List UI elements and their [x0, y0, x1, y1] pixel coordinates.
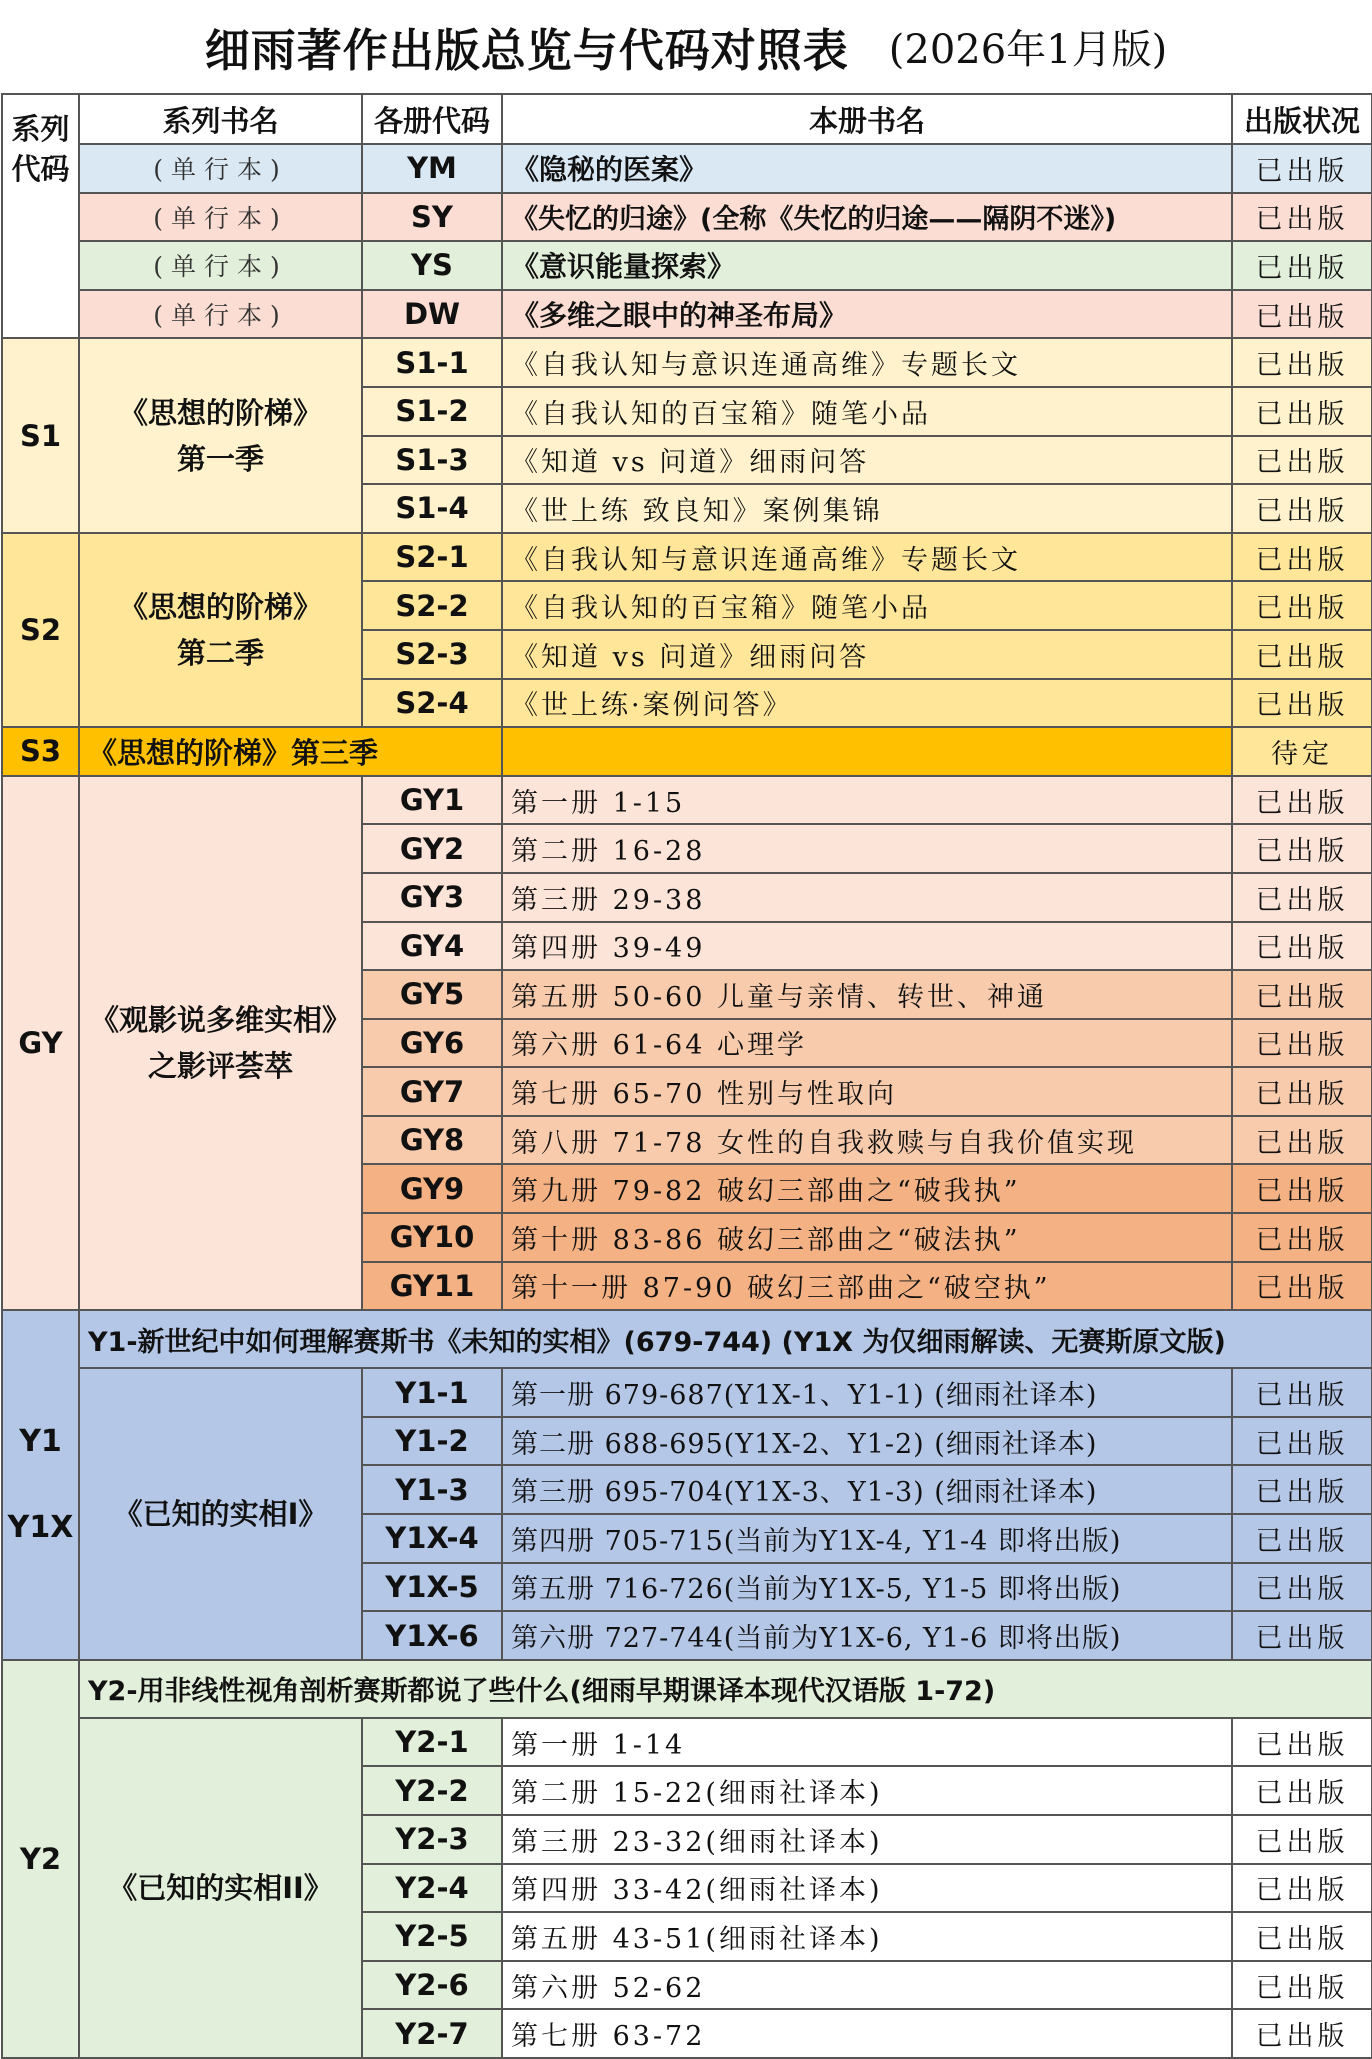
table-row	[2, 1310, 1372, 1368]
volume-name: 《意识能量探索》	[502, 241, 1232, 290]
series-code-spacer	[3, 1465, 78, 1505]
table-row	[2, 1368, 1372, 1417]
series-name-y2: 《已知的实相II》	[79, 1718, 362, 2058]
volume-code: Y2-5	[362, 1912, 502, 1961]
volume-code: GY11	[362, 1262, 502, 1311]
volume-code: YM	[362, 144, 502, 193]
volume-name: 《知道 vs 问道》细雨问答	[502, 630, 1232, 679]
header-series-code: 系列代码	[2, 94, 79, 338]
series-name-line2: 之影评荟萃	[147, 1048, 293, 1083]
status-cell: 已出版	[1232, 1864, 1372, 1913]
volume-code: GY4	[362, 922, 502, 971]
volume-code: GY1	[362, 776, 502, 825]
volume-name: 第二册 688-695(Y1X-2、Y1-2) (细雨社译本)	[502, 1417, 1232, 1466]
volume-code: Y2-6	[362, 1961, 502, 2010]
volume-code: GY3	[362, 873, 502, 922]
series-name-line1: 《观影说多维实相》	[89, 1002, 351, 1037]
status-cell: 已出版	[1232, 387, 1372, 436]
series-code-s1: S1	[2, 338, 79, 532]
status-cell: 已出版	[1232, 1563, 1372, 1612]
volume-name: 第六册 61-64 心理学	[502, 1019, 1232, 1068]
volume-name: 第二册 16-28	[502, 824, 1232, 873]
volume-code: Y2-2	[362, 1766, 502, 1815]
status-cell: 已出版	[1232, 1019, 1372, 1068]
single-series-label: (单行本)	[79, 290, 362, 339]
status-cell: 已出版	[1232, 922, 1372, 971]
series-name-gy	[79, 776, 362, 1311]
volume-code: S2-4	[362, 679, 502, 728]
header-status: 出版状况	[1232, 94, 1372, 144]
volume-name: 第九册 79-82 破幻三部曲之“破我执”	[502, 1164, 1232, 1213]
status-cell: 待定	[1232, 727, 1372, 776]
status-cell: 已出版	[1232, 1417, 1372, 1466]
volume-code: S1-2	[362, 387, 502, 436]
series-name-line2: 第一季	[176, 441, 264, 476]
status-cell: 已出版	[1232, 2009, 1372, 2058]
volume-code: S2-1	[362, 533, 502, 582]
series-name-line2: 第二季	[176, 635, 264, 670]
series-code-s2: S2	[2, 533, 79, 727]
volume-code: Y1-2	[362, 1417, 502, 1466]
status-cell: 已出版	[1232, 144, 1372, 193]
status-cell: 已出版	[1232, 338, 1372, 387]
header-volume-name: 本册书名	[502, 94, 1232, 144]
volume-name: 《多维之眼中的神圣布局》	[502, 290, 1232, 339]
volume-code: DW	[362, 290, 502, 339]
header-volume-code: 各册代码	[362, 94, 502, 144]
table-row	[2, 1660, 1372, 1718]
volume-name: 《自我认知与意识连通高维》专题长文	[502, 533, 1232, 582]
series-name-line1: 《思想的阶梯》	[118, 589, 322, 624]
volume-code: Y2-7	[362, 2009, 502, 2058]
volume-code: S1-4	[362, 484, 502, 533]
volume-name: 第八册 71-78 女性的自我救赎与自我价值实现	[502, 1116, 1232, 1165]
status-cell: 已出版	[1232, 1067, 1372, 1116]
series-code-y2: Y2	[2, 1660, 79, 2058]
table-row	[2, 338, 1372, 387]
volume-code: Y1X-5	[362, 1563, 502, 1612]
section-title-y1: Y1-新世纪中如何理解赛斯书《未知的实相》(679-744) (Y1X 为仅细雨解读、无赛斯原文版)	[79, 1310, 1372, 1368]
volume-name: 第一册 1-14	[502, 1718, 1232, 1767]
table-row	[2, 144, 1372, 193]
status-cell: 已出版	[1232, 241, 1372, 290]
volume-name: 第三册 29-38	[502, 873, 1232, 922]
volume-name: 第十册 83-86 破幻三部曲之“破法执”	[502, 1213, 1232, 1262]
table-row	[2, 290, 1372, 339]
volume-name: 第五册 50-60 儿童与亲情、转世、神通	[502, 970, 1232, 1019]
volume-code: S2-2	[362, 581, 502, 630]
series-name-s1	[79, 338, 362, 532]
status-cell: 已出版	[1232, 290, 1372, 339]
status-cell: 已出版	[1232, 193, 1372, 242]
status-cell: 已出版	[1232, 1611, 1372, 1660]
volume-name: 第六册 52-62	[502, 1961, 1232, 2010]
status-cell: 已出版	[1232, 776, 1372, 825]
volume-code: GY6	[362, 1019, 502, 1068]
volume-code: GY8	[362, 1116, 502, 1165]
volume-name: 《自我认知与意识连通高维》专题长文	[502, 338, 1232, 387]
status-cell: 已出版	[1232, 533, 1372, 582]
volume-code: GY10	[362, 1213, 502, 1262]
volume-name: 第一册 1-15	[502, 776, 1232, 825]
status-cell: 已出版	[1232, 1368, 1372, 1417]
volume-name: 《知道 vs 问道》细雨问答	[502, 436, 1232, 485]
status-cell: 已出版	[1232, 1116, 1372, 1165]
volume-code: Y2-4	[362, 1864, 502, 1913]
volume-code: YS	[362, 241, 502, 290]
volume-code: S1-1	[362, 338, 502, 387]
status-cell: 已出版	[1232, 1465, 1372, 1514]
volume-name: 第一册 679-687(Y1X-1、Y1-1) (细雨社译本)	[502, 1368, 1232, 1417]
series-code-s3: S3	[2, 727, 79, 776]
volume-code: Y1-3	[362, 1465, 502, 1514]
volume-code: Y2-3	[362, 1815, 502, 1864]
volume-name: 第三册 695-704(Y1X-3、Y1-3) (细雨社译本)	[502, 1465, 1232, 1514]
volume-name: 《自我认知的百宝箱》随笔小品	[502, 387, 1232, 436]
single-series-label: (单行本)	[79, 241, 362, 290]
status-cell: 已出版	[1232, 1718, 1372, 1767]
title-version: (2026年1月版)	[888, 27, 1168, 73]
status-cell: 已出版	[1232, 1514, 1372, 1563]
table-row	[2, 193, 1372, 242]
status-cell: 已出版	[1232, 1961, 1372, 2010]
status-cell: 已出版	[1232, 873, 1372, 922]
volume-name: 《自我认知的百宝箱》随笔小品	[502, 581, 1232, 630]
volume-code: S1-3	[362, 436, 502, 485]
volume-code: GY7	[362, 1067, 502, 1116]
status-cell: 已出版	[1232, 679, 1372, 728]
volume-name: 第七册 63-72	[502, 2009, 1232, 2058]
volume-name-empty	[502, 727, 1232, 776]
table-row	[2, 1718, 1372, 1767]
publication-table	[1, 93, 1372, 2059]
series-code-y1	[2, 1310, 79, 1660]
volume-code: Y1X-6	[362, 1611, 502, 1660]
volume-name: 《失忆的归途》(全称《失忆的归途——隔阴不迷》)	[502, 193, 1232, 242]
series-name-line1: 《思想的阶梯》	[118, 395, 322, 430]
status-cell: 已出版	[1232, 436, 1372, 485]
series-name-s2	[79, 533, 362, 727]
volume-code: Y1-1	[362, 1368, 502, 1417]
table-header-row	[2, 94, 1372, 144]
volume-name: 《世上练·案例问答》	[502, 679, 1232, 728]
table-row	[2, 727, 1372, 776]
volume-name: 第四册 39-49	[502, 922, 1232, 971]
volume-code: SY	[362, 193, 502, 242]
header-series-name: 系列书名	[79, 94, 362, 144]
status-cell: 已出版	[1232, 1164, 1372, 1213]
status-cell: 已出版	[1232, 1815, 1372, 1864]
volume-name: 《世上练 致良知》案例集锦	[502, 484, 1232, 533]
volume-name: 第三册 23-32(细雨社译本)	[502, 1815, 1232, 1864]
section-title-y2: Y2-用非线性视角剖析赛斯都说了些什么(细雨早期课译本现代汉语版 1-72)	[79, 1660, 1372, 1718]
volume-name: 第十一册 87-90 破幻三部曲之“破空执”	[502, 1262, 1232, 1311]
volume-code: GY2	[362, 824, 502, 873]
status-cell: 已出版	[1232, 824, 1372, 873]
table-row	[2, 776, 1372, 825]
volume-name: 第二册 15-22(细雨社译本)	[502, 1766, 1232, 1815]
table-row	[2, 533, 1372, 582]
volume-name: 第五册 43-51(细雨社译本)	[502, 1912, 1232, 1961]
page-title	[0, 0, 1372, 93]
series-code-gy: GY	[2, 776, 79, 1311]
volume-name: 第七册 65-70 性别与性取向	[502, 1067, 1232, 1116]
table-row	[2, 241, 1372, 290]
title-main: 细雨著作出版总览与代码对照表	[204, 24, 849, 77]
single-series-label: (单行本)	[79, 193, 362, 242]
status-cell: 已出版	[1232, 630, 1372, 679]
volume-name: 《隐秘的医案》	[502, 144, 1232, 193]
volume-code: Y2-1	[362, 1718, 502, 1767]
status-cell: 已出版	[1232, 1262, 1372, 1311]
status-cell: 已出版	[1232, 581, 1372, 630]
volume-name: 第六册 727-744(当前为Y1X-6, Y1-6 即将出版)	[502, 1611, 1232, 1660]
volume-code: Y1X-4	[362, 1514, 502, 1563]
volume-name: 第四册 33-42(细雨社译本)	[502, 1864, 1232, 1913]
status-cell: 已出版	[1232, 1912, 1372, 1961]
series-name-s3: 《思想的阶梯》第三季	[79, 727, 502, 776]
volume-code: GY9	[362, 1164, 502, 1213]
series-code-line1: Y1	[19, 1424, 62, 1460]
status-cell: 已出版	[1232, 484, 1372, 533]
volume-code: S2-3	[362, 630, 502, 679]
volume-code: GY5	[362, 970, 502, 1019]
volume-name: 第五册 716-726(当前为Y1X-5, Y1-5 即将出版)	[502, 1563, 1232, 1612]
status-cell: 已出版	[1232, 1213, 1372, 1262]
volume-name: 第四册 705-715(当前为Y1X-4, Y1-4 即将出版)	[502, 1514, 1232, 1563]
series-code-line2: Y1X	[7, 1510, 74, 1546]
status-cell: 已出版	[1232, 1766, 1372, 1815]
status-cell: 已出版	[1232, 970, 1372, 1019]
series-name-y1: 《已知的实相I》	[79, 1368, 362, 1660]
single-series-label: (单行本)	[79, 144, 362, 193]
